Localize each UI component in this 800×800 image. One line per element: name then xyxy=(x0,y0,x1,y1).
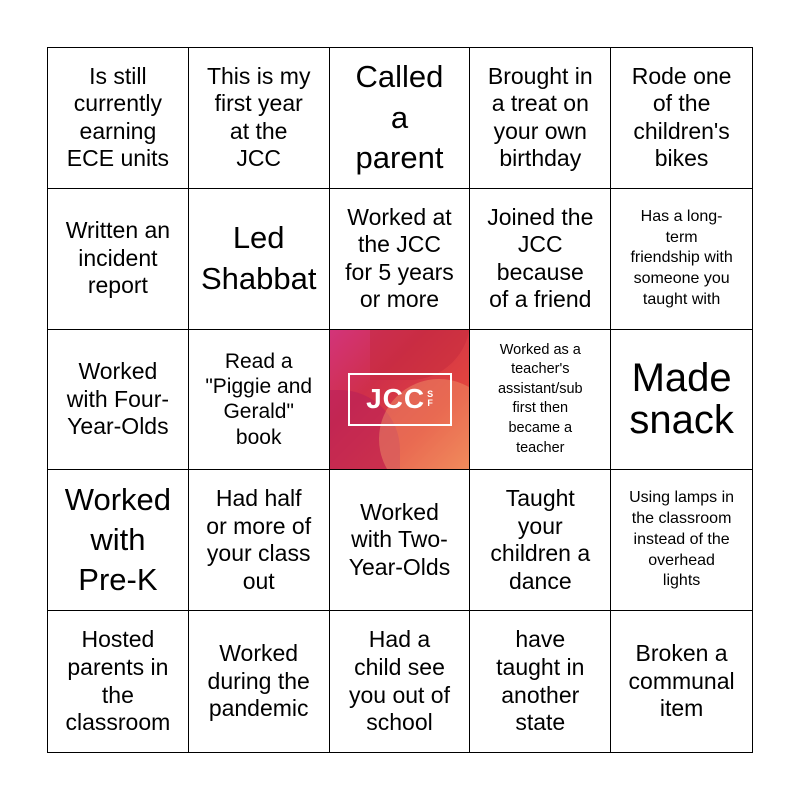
bingo-cell-text xyxy=(65,626,170,736)
bingo-cell-line: Had a xyxy=(368,626,431,653)
bingo-cell-line: Brought in xyxy=(487,62,593,89)
bingo-cell-line: communal xyxy=(628,667,735,694)
bingo-cell-line: of a friend xyxy=(489,286,592,313)
bingo-cell[interactable] xyxy=(330,470,471,611)
bingo-cell-line: someone you xyxy=(633,270,730,288)
bingo-cell-line: child see xyxy=(354,654,445,680)
bingo-cell-line: earning xyxy=(79,117,157,144)
bingo-cell-line: Read a xyxy=(224,350,293,374)
bingo-cell-line: a treat on xyxy=(491,90,589,117)
bingo-cell-line: Using lamps in xyxy=(629,489,735,507)
bingo-cell-line: instead of the xyxy=(633,530,730,548)
bingo-cell[interactable] xyxy=(611,48,752,189)
bingo-cell-line: your class xyxy=(206,540,311,567)
bingo-cell-text xyxy=(632,63,732,173)
bingo-cell-line: or more xyxy=(359,286,440,313)
bingo-cell-line: JCC xyxy=(236,145,282,172)
bingo-cell-text xyxy=(496,626,584,736)
bingo-cell-line: Taught xyxy=(505,485,575,512)
bingo-cell-line: the JCC xyxy=(357,231,442,258)
bingo-cell-text xyxy=(66,217,170,300)
bingo-cell-text xyxy=(201,218,317,299)
logo-sf-letter: F xyxy=(427,398,433,409)
bingo-cell-line: parents in xyxy=(67,654,169,680)
bingo-cell-line: because xyxy=(496,258,584,285)
bingo-cell-line: Had half xyxy=(215,485,302,512)
bingo-cell-line: snack xyxy=(629,398,734,443)
bingo-cell-line: Worked xyxy=(219,640,299,667)
bingo-cell[interactable] xyxy=(611,611,752,752)
bingo-cell-line: you out of xyxy=(348,681,450,708)
bingo-cell-line: with Two- xyxy=(351,526,448,553)
bingo-cell[interactable] xyxy=(189,611,330,752)
bingo-cell[interactable] xyxy=(470,611,611,752)
bingo-cell-line: Made xyxy=(631,356,732,401)
bingo-cell-line: Year-Olds xyxy=(67,413,169,440)
logo-sf-letter: S xyxy=(427,389,434,400)
bingo-cell[interactable] xyxy=(470,48,611,189)
bingo-cell-line: Pre-K xyxy=(78,562,158,598)
bingo-cell-line: Worked at xyxy=(347,203,452,230)
bingo-cell-text xyxy=(206,485,311,595)
bingo-cell-line: birthday xyxy=(499,145,582,172)
bingo-cell-line: This is my xyxy=(206,62,311,89)
bingo-cell-text xyxy=(629,357,734,441)
bingo-cell-line: book xyxy=(235,425,282,449)
bingo-cell-line: the classroom xyxy=(631,510,732,528)
bingo-cell-text xyxy=(490,485,590,595)
bingo-cell-line: Rode one xyxy=(631,62,732,89)
bingo-cell-line: state xyxy=(515,709,566,736)
bingo-cell-text xyxy=(629,488,734,592)
bingo-cell-text xyxy=(498,341,583,458)
bingo-cell-line: Written an xyxy=(65,217,171,244)
bingo-cell-text xyxy=(488,63,593,173)
bingo-cell[interactable] xyxy=(470,189,611,330)
bingo-cell-line: another xyxy=(501,681,580,708)
bingo-cell-line: became a xyxy=(508,420,573,437)
free-space-logo[interactable] xyxy=(330,330,471,471)
bingo-cell-line: bikes xyxy=(654,145,709,172)
bingo-cell-line: dance xyxy=(508,567,572,594)
bingo-cell-line: incident xyxy=(78,244,158,271)
bingo-cell-text xyxy=(356,57,444,178)
bingo-cell-line: JCC xyxy=(517,231,563,258)
bingo-cell-line: first then xyxy=(512,400,569,417)
bingo-cell-line: Year-Olds xyxy=(348,554,451,581)
bingo-cell-line: Broken a xyxy=(635,640,728,667)
bingo-cell-text xyxy=(208,640,310,723)
bingo-cell-text xyxy=(345,204,454,314)
bingo-cell[interactable] xyxy=(611,330,752,471)
logo-text: JCC xyxy=(366,383,426,415)
jcc-logo xyxy=(348,373,452,426)
logo-sf-mark xyxy=(427,390,433,408)
bingo-cell[interactable] xyxy=(48,470,189,611)
bingo-cell-line: school xyxy=(366,709,433,736)
bingo-cell[interactable] xyxy=(470,470,611,611)
bingo-cell-line: Called xyxy=(355,59,444,95)
bingo-cell[interactable] xyxy=(189,189,330,330)
bingo-cell-line: Worked as a xyxy=(499,341,581,358)
bingo-cell-text xyxy=(67,63,169,173)
bingo-cell[interactable] xyxy=(330,611,471,752)
bingo-cell-text xyxy=(629,640,735,723)
bingo-cell-line: your xyxy=(517,512,563,539)
bingo-cell[interactable] xyxy=(330,189,471,330)
bingo-cell-line: pandemic xyxy=(208,695,309,722)
bingo-cell-line: for 5 years xyxy=(345,258,454,285)
bingo-cell-line: Is still xyxy=(89,62,147,89)
bingo-cell-line: taught with xyxy=(642,290,721,308)
bingo-cell[interactable] xyxy=(189,470,330,611)
bingo-cell-line: of the xyxy=(652,90,711,117)
bingo-cell-text xyxy=(487,204,593,314)
bingo-cell-line: Worked xyxy=(360,498,439,525)
bingo-cell-line: your own xyxy=(493,117,587,144)
bingo-cell-line: children a xyxy=(490,540,591,567)
bingo-cell-text xyxy=(630,207,732,311)
bingo-cell-line: children's xyxy=(633,117,730,144)
bingo-cell-text xyxy=(349,499,450,582)
bingo-cell[interactable] xyxy=(189,330,330,471)
bingo-cell-line: with Four- xyxy=(66,385,170,412)
bingo-cell-line: teacher's xyxy=(511,361,570,378)
bingo-cell-line: or more of xyxy=(206,512,312,539)
bingo-cell-line: lights xyxy=(662,572,701,590)
bingo-cell[interactable] xyxy=(330,48,471,189)
bingo-cell-line: out xyxy=(242,567,275,594)
bingo-cell-line: first year xyxy=(214,90,303,117)
bingo-cell-line: Worked xyxy=(78,358,158,385)
bingo-cell-line: overhead xyxy=(648,551,715,569)
bingo-cell[interactable] xyxy=(189,48,330,189)
bingo-cell-line: Has a long- xyxy=(640,207,723,225)
bingo-cell[interactable] xyxy=(48,330,189,471)
bingo-cell[interactable] xyxy=(611,470,752,611)
bingo-cell-text xyxy=(349,626,450,736)
bingo-cell-line: Led xyxy=(232,220,285,256)
bingo-cell[interactable] xyxy=(611,189,752,330)
bingo-cell-line: with xyxy=(90,522,146,558)
bingo-cell-line: at the xyxy=(229,117,288,144)
bingo-cell[interactable] xyxy=(470,330,611,471)
bingo-cell-line: during the xyxy=(207,667,310,694)
bingo-cell[interactable] xyxy=(48,189,189,330)
bingo-cell-line: assistant/sub xyxy=(497,380,583,397)
bingo-cell-line: Joined the xyxy=(487,203,594,230)
bingo-cell-line: Shabbat xyxy=(200,260,317,296)
bingo-cell-line: currently xyxy=(73,90,162,117)
bingo-cell-line: Hosted xyxy=(81,626,155,653)
bingo-cell-line: parent xyxy=(355,140,444,176)
bingo-cell-text xyxy=(207,63,311,173)
bingo-cell-line: a xyxy=(390,99,409,135)
bingo-cell-line: taught in xyxy=(496,654,585,680)
bingo-cell-line: Worked xyxy=(64,481,172,517)
bingo-cell-text xyxy=(205,349,312,450)
bingo-cell-line: teacher xyxy=(516,439,565,456)
bingo-cell-line: classroom xyxy=(65,709,171,736)
bingo-cell-line: have xyxy=(515,626,566,653)
bingo-cell-line: the xyxy=(101,681,134,708)
bingo-cell[interactable] xyxy=(48,48,189,189)
bingo-cell-line: "Piggie and xyxy=(205,375,313,399)
bingo-board xyxy=(47,47,753,753)
bingo-cell-line: friendship with xyxy=(630,249,733,267)
bingo-cell-line: Gerald" xyxy=(223,400,294,424)
bingo-cell-line: report xyxy=(87,272,148,299)
bingo-cell-line: item xyxy=(659,695,704,722)
bingo-cell[interactable] xyxy=(48,611,189,752)
bingo-cell-text xyxy=(65,480,171,601)
bingo-cell-text xyxy=(67,358,169,441)
bingo-cell-line: term xyxy=(665,228,698,246)
bingo-cell-line: ECE units xyxy=(66,145,170,172)
